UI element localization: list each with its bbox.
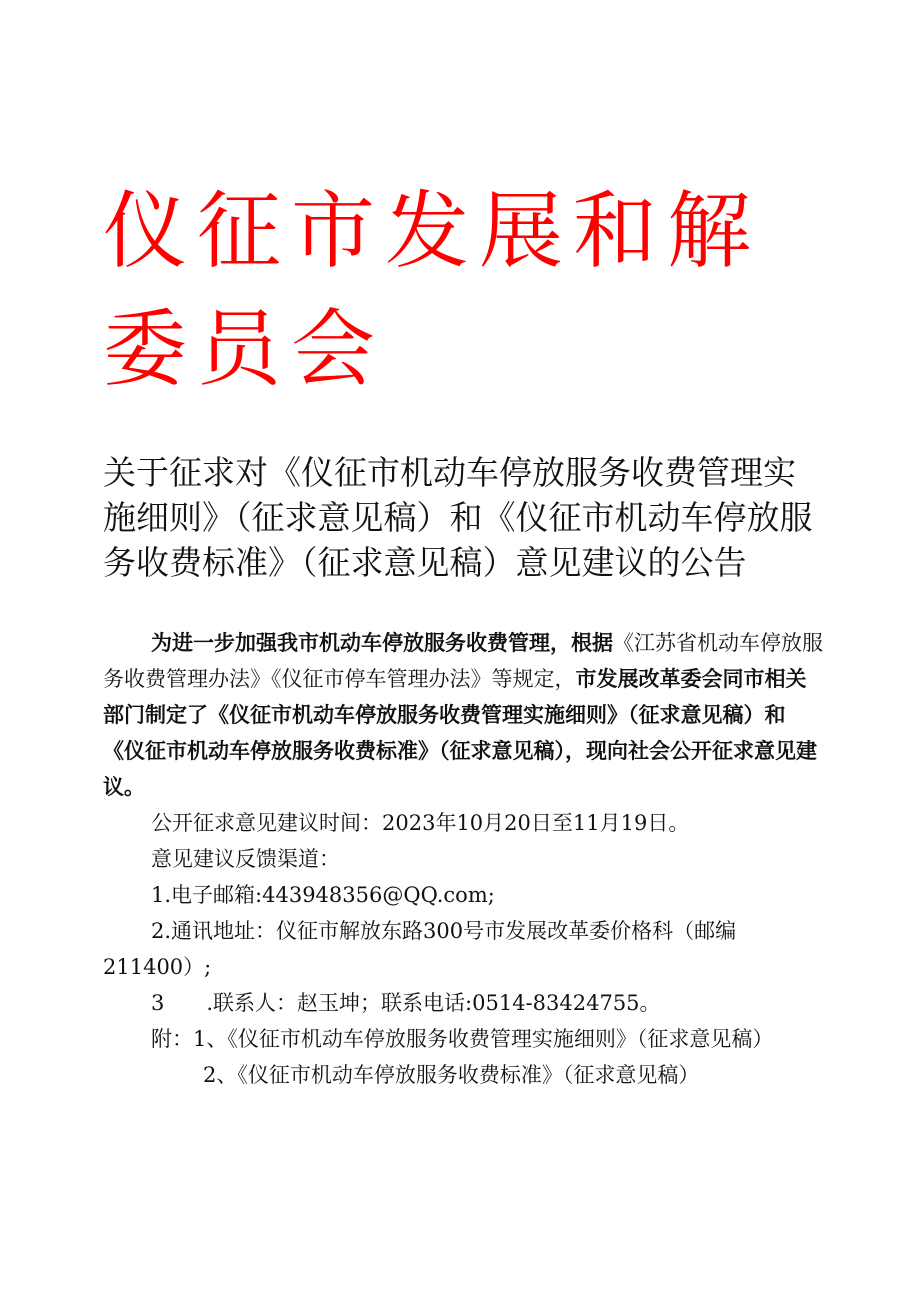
contact-channel: 3 .联系人：赵玉坤；联系电话:0514-83424755。 bbox=[151, 991, 661, 1015]
notice-body bbox=[103, 625, 823, 1093]
feedback-channels-label: 意见建议反馈渠道： bbox=[151, 847, 340, 871]
intro-text-main: 市发展改革委会同市相关部门制定了《仪征市机动车停放服务收费管理实施细则》（征求意见稿）和《仪征市机动车停放服务收费标准》（征求意见稿），现向社会公开征求意见建议。 bbox=[103, 666, 817, 799]
intro-paragraph bbox=[103, 625, 823, 805]
consultation-period: 公开征求意见建议时间：2023年10月20日至11月19日。 bbox=[151, 811, 690, 835]
notice-title: 关于征求对《仪征市机动车停放服务收费管理实施细则》（征求意见稿）和《仪征市机动车停放服务收费标准》（征求意见稿）意见建议的公告 bbox=[103, 453, 813, 582]
intro-text-basis: 《江苏省机动车停放服务收费管理办法》《仪征市停车管理办法》等规定， bbox=[103, 631, 823, 691]
attachment-2: 2、《仪征市机动车停放服务收费标准》（征求意见稿） bbox=[203, 1063, 700, 1087]
organization-title: 仪征市发展和解委员会 bbox=[103, 182, 762, 398]
email-channel: 1.电子邮箱:443948356@QQ.com; bbox=[151, 883, 495, 907]
mail-address-channel: 2.通讯地址：仪征市解放东路300号市发展改革委价格科（邮编211400）; bbox=[103, 919, 737, 979]
attachment-1: 附：1、《仪征市机动车停放服务收费管理实施细则》（征求意见稿） bbox=[151, 1027, 774, 1051]
intro-text-lead: 为进一步加强我市机动车停放服务收费管理，根据 bbox=[151, 630, 613, 655]
